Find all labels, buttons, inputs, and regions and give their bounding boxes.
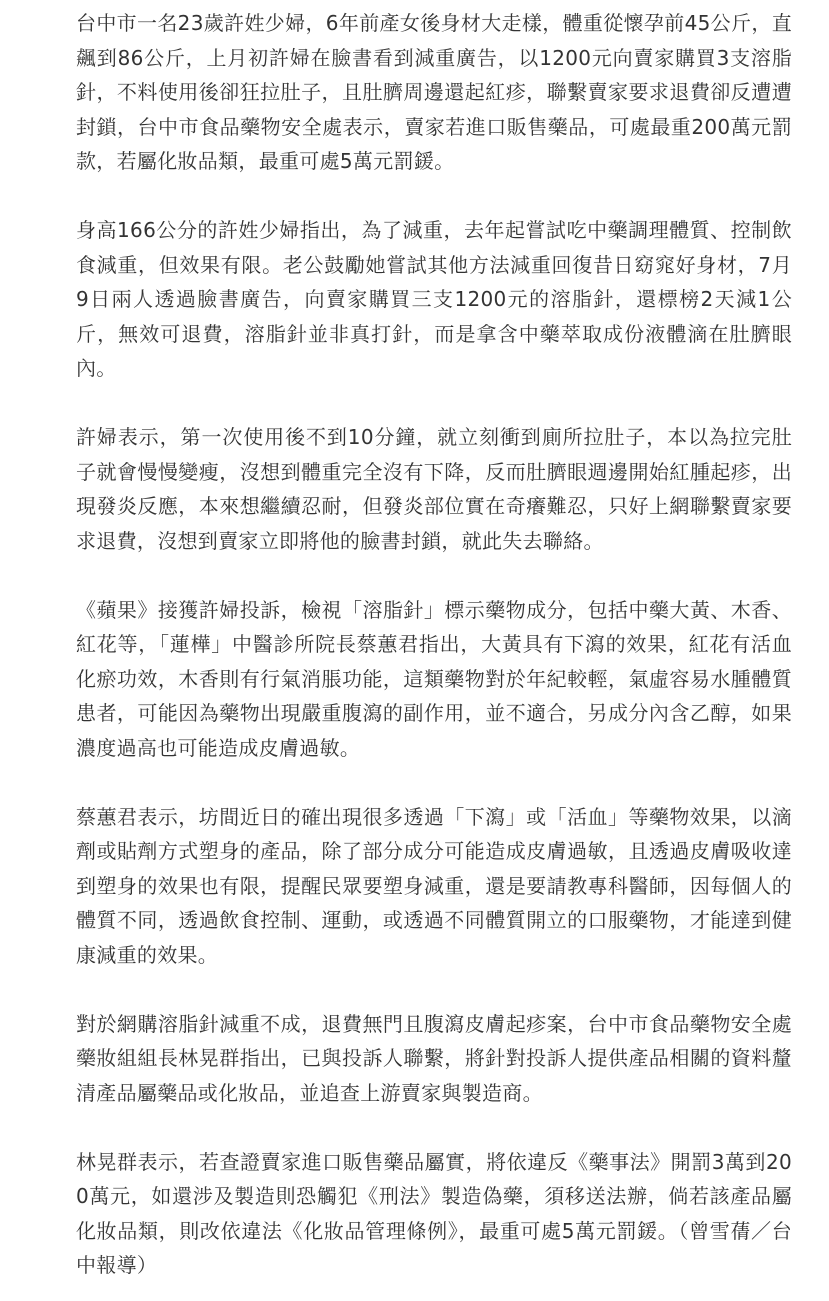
article-paragraph: 蔡蕙君表示，坊間近日的確出現很多透過「下瀉」或「活血」等藥物效果，以滴劑或貼劑方式塑身的產品，除了部分成分可能造成皮膚過敏，且透過皮膚吸收達到塑身的效果也有限，提醒民眾要塑身減重，還是要請教專科醫師，因每個人的體質不同，透過飲食控制、運動，或透過不同體質開立的口服藥物，才能達到健康減重的效果。 (76, 804, 792, 967)
article-paragraph: 台中市一名23歲許姓少婦，6年前產女後身材大走樣，體重從懷孕前45公斤，直飆到86公斤，上月初許婦在臉書看到減重廣告，以1200元向賣家購買3支溶脂針，不料使用後卻狂拉肚子，且肚臍周邊還起紅疹，聯繫賣家要求退費卻反遭遭封鎖，台中市食品藥物安全處表示，賣家若進口販售藥品，可處最重200萬元罰款，若屬化妝品類，最重可處5萬元罰鍰。 (76, 11, 792, 173)
article-paragraph: 林晃群表示，若查證賣家進口販售藥品屬實，將依違反《藥事法》開罰3萬到200萬元，如還涉及製造則恐觸犯《刑法》製造偽藥，須移送法辦，倘若該產品屬化妝品類，則改依違法《化妝品管理條例》，最重可處5萬元罰鍰。（曾雪蒨／台中報導） (76, 1149, 792, 1277)
article-paragraph: 身高166公分的許姓少婦指出，為了減重，去年起嘗試吃中藥調理體質、控制飲食減重，但效果有限。老公鼓勵她嘗試其他方法減重回復昔日窈窕好身材，7月9日兩人透過臉書廣告，向賣家購買三支1200元的溶脂針，還標榜2天減1公斤，無效可退費，溶脂針並非真打針，而是拿含中藥萃取成份液體滴在肚臍眼內。 (76, 218, 792, 380)
article-paragraph: 《蘋果》接獲許婦投訴，檢視「溶脂針」標示藥物成分，包括中藥大黃、木香、紅花等，「蓮樺」中醫診所院長蔡蕙君指出，大黃具有下瀉的效果，紅花有活血化瘀功效，木香則有行氣消脹功能，這類藥物對於年紀較輕，氣虛容易水腫體質患者，可能因為藥物出現嚴重腹瀉的副作用，並不適合，另成分內含乙醇，如果濃度過高也可能造成皮膚過敏。 (76, 597, 792, 760)
article-paragraph: 對於網購溶脂針減重不成，退費無門且腹瀉皮膚起疹案，台中市食品藥物安全處藥妝組組長林晃群指出，已與投訴人聯繫，將針對投訴人提供產品相關的資料釐清產品屬藥品或化妝品，並追查上游賣家與製造商。 (76, 1011, 792, 1105)
article-paragraph: 許婦表示，第一次使用後不到10分鐘，就立刻衝到廁所拉肚子，本以為拉完肚子就會慢慢變瘦，沒想到體重完全沒有下降，反而肚臍眼週邊開始紅腫起疹，出現發炎反應，本來想繼續忍耐，但發炎部位實在奇癢難忍，只好上網聯繫賣家要求退費，沒想到賣家立即將他的臉書封鎖，就此失去聯絡。 (76, 425, 792, 553)
article-body (76, 6, 792, 1283)
